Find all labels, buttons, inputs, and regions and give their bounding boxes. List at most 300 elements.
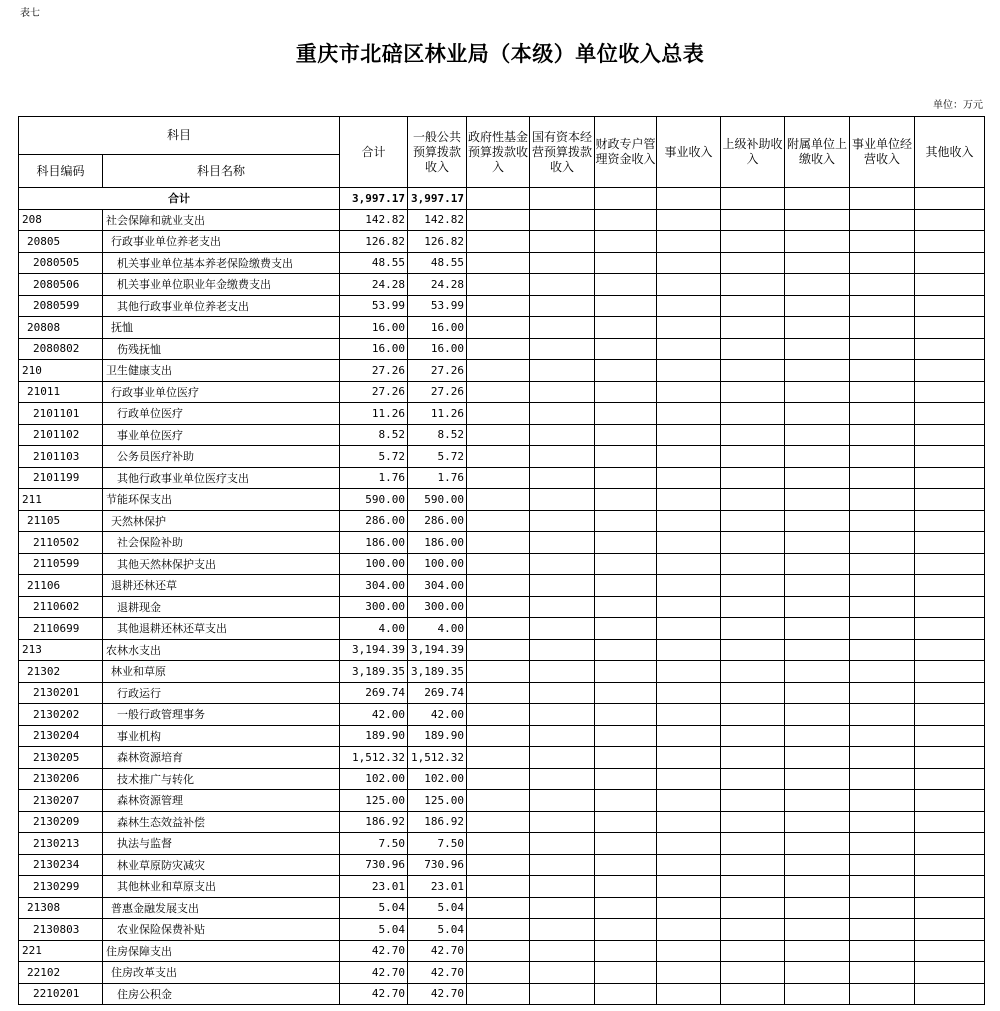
subject-code-cell: 2130202 <box>19 704 103 726</box>
empty-cell <box>467 725 530 747</box>
subject-code-cell: 2080599 <box>19 295 103 317</box>
empty-cell <box>595 295 657 317</box>
empty-cell <box>467 274 530 296</box>
header-total: 合计 <box>340 117 408 188</box>
subject-code-cell: 21106 <box>19 575 103 597</box>
table-row <box>19 876 985 898</box>
empty-cell <box>595 790 657 812</box>
empty-cell <box>657 790 721 812</box>
empty-cell <box>530 768 595 790</box>
empty-cell <box>595 639 657 661</box>
empty-cell <box>595 983 657 1005</box>
empty-cell <box>915 231 985 253</box>
empty-cell <box>657 510 721 532</box>
table-row <box>19 768 985 790</box>
subject-code-cell: 21308 <box>19 897 103 919</box>
empty-cell <box>785 446 850 468</box>
total-cell: 3,194.39 <box>340 639 408 661</box>
subject-name-cell: 住房公积金 <box>103 983 340 1005</box>
empty-cell <box>467 317 530 339</box>
empty-cell <box>595 854 657 876</box>
empty-cell <box>850 188 915 210</box>
empty-cell <box>850 274 915 296</box>
empty-cell <box>530 833 595 855</box>
empty-cell <box>657 381 721 403</box>
empty-cell <box>595 747 657 769</box>
empty-cell <box>595 338 657 360</box>
empty-cell <box>530 747 595 769</box>
empty-cell <box>657 854 721 876</box>
empty-cell <box>657 231 721 253</box>
general-budget-cell: 5.04 <box>408 897 467 919</box>
empty-cell <box>850 618 915 640</box>
empty-cell <box>785 854 850 876</box>
subject-code-cell: 2130201 <box>19 682 103 704</box>
empty-cell <box>785 360 850 382</box>
empty-cell <box>467 876 530 898</box>
table-row <box>19 639 985 661</box>
header-general-budget: 一般公共预算拨款收入 <box>408 117 467 188</box>
subject-code-cell: 2210201 <box>19 983 103 1005</box>
empty-cell <box>850 295 915 317</box>
table-row <box>19 940 985 962</box>
subject-name-cell: 其他行政事业单位养老支出 <box>103 295 340 317</box>
subject-name-cell: 技术推广与转化 <box>103 768 340 790</box>
empty-cell <box>850 252 915 274</box>
total-cell: 24.28 <box>340 274 408 296</box>
empty-cell <box>785 403 850 425</box>
empty-cell <box>530 811 595 833</box>
empty-cell <box>785 553 850 575</box>
subject-name-cell: 事业机构 <box>103 725 340 747</box>
table-row <box>19 790 985 812</box>
empty-cell <box>721 704 785 726</box>
empty-cell <box>850 940 915 962</box>
empty-cell <box>721 682 785 704</box>
empty-cell <box>721 510 785 532</box>
header-subject-name: 科目名称 <box>103 155 340 188</box>
empty-cell <box>530 919 595 941</box>
table-row <box>19 467 985 489</box>
empty-cell <box>721 274 785 296</box>
income-summary-table <box>18 116 985 1005</box>
empty-cell <box>850 854 915 876</box>
table-row <box>19 833 985 855</box>
empty-cell <box>595 317 657 339</box>
total-cell: 186.92 <box>340 811 408 833</box>
general-budget-cell: 42.70 <box>408 940 467 962</box>
empty-cell <box>785 639 850 661</box>
empty-cell <box>915 446 985 468</box>
empty-cell <box>657 424 721 446</box>
general-budget-cell: 300.00 <box>408 596 467 618</box>
table-row <box>19 317 985 339</box>
empty-cell <box>850 983 915 1005</box>
total-cell: 102.00 <box>340 768 408 790</box>
empty-cell <box>850 553 915 575</box>
table-row <box>19 596 985 618</box>
empty-cell <box>721 983 785 1005</box>
total-cell: 16.00 <box>340 338 408 360</box>
general-budget-cell: 16.00 <box>408 317 467 339</box>
subject-name-cell: 林业草原防灾减灾 <box>103 854 340 876</box>
empty-cell <box>785 725 850 747</box>
empty-cell <box>530 553 595 575</box>
total-cell: 5.04 <box>340 897 408 919</box>
empty-cell <box>530 962 595 984</box>
empty-cell <box>785 833 850 855</box>
empty-cell <box>530 618 595 640</box>
header-subject-code: 科目编码 <box>19 155 103 188</box>
empty-cell <box>850 704 915 726</box>
total-cell: 186.00 <box>340 532 408 554</box>
subject-code-cell: 2101103 <box>19 446 103 468</box>
empty-cell <box>721 209 785 231</box>
empty-cell <box>467 532 530 554</box>
header-superior-subsidy: 上级补助收入 <box>721 117 785 188</box>
table-row <box>19 381 985 403</box>
empty-cell <box>850 467 915 489</box>
subject-code-cell: 21302 <box>19 661 103 683</box>
empty-cell <box>530 252 595 274</box>
empty-cell <box>721 446 785 468</box>
empty-cell <box>785 188 850 210</box>
empty-cell <box>657 876 721 898</box>
empty-cell <box>785 489 850 511</box>
total-cell: 27.26 <box>340 381 408 403</box>
empty-cell <box>721 940 785 962</box>
subject-name-cell: 机关事业单位职业年金缴费支出 <box>103 274 340 296</box>
empty-cell <box>785 790 850 812</box>
total-cell: 53.99 <box>340 295 408 317</box>
empty-cell <box>467 252 530 274</box>
subject-name-cell: 普惠金融发展支出 <box>103 897 340 919</box>
empty-cell <box>467 790 530 812</box>
empty-cell <box>785 704 850 726</box>
empty-cell <box>915 510 985 532</box>
empty-cell <box>467 231 530 253</box>
empty-cell <box>467 489 530 511</box>
empty-cell <box>657 553 721 575</box>
subject-code-cell: 2110502 <box>19 532 103 554</box>
empty-cell <box>530 510 595 532</box>
empty-cell <box>467 510 530 532</box>
empty-cell <box>915 704 985 726</box>
empty-cell <box>530 231 595 253</box>
empty-cell <box>595 618 657 640</box>
empty-cell <box>915 188 985 210</box>
subject-name-cell: 森林生态效益补偿 <box>103 811 340 833</box>
empty-cell <box>595 274 657 296</box>
empty-cell <box>595 897 657 919</box>
empty-cell <box>785 919 850 941</box>
empty-cell <box>657 274 721 296</box>
header-state-asset: 国有资本经营预算拨款收入 <box>530 117 595 188</box>
empty-cell <box>850 338 915 360</box>
empty-cell <box>850 209 915 231</box>
empty-cell <box>721 919 785 941</box>
empty-cell <box>850 446 915 468</box>
empty-cell <box>467 940 530 962</box>
empty-cell <box>785 295 850 317</box>
empty-cell <box>657 983 721 1005</box>
empty-cell <box>785 940 850 962</box>
empty-cell <box>915 403 985 425</box>
empty-cell <box>915 919 985 941</box>
total-cell: 7.50 <box>340 833 408 855</box>
empty-cell <box>785 962 850 984</box>
empty-cell <box>915 962 985 984</box>
subject-code-cell: 22102 <box>19 962 103 984</box>
empty-cell <box>657 338 721 360</box>
total-cell: 730.96 <box>340 854 408 876</box>
empty-cell <box>915 553 985 575</box>
empty-cell <box>915 295 985 317</box>
general-budget-cell: 5.72 <box>408 446 467 468</box>
subject-name-cell: 执法与监督 <box>103 833 340 855</box>
empty-cell <box>721 725 785 747</box>
page-title: 重庆市北碚区林业局（本级）单位收入总表 <box>295 41 705 66</box>
general-budget-cell: 4.00 <box>408 618 467 640</box>
general-budget-cell: 23.01 <box>408 876 467 898</box>
general-budget-cell: 42.70 <box>408 962 467 984</box>
empty-cell <box>657 295 721 317</box>
subject-name-cell: 农林水支出 <box>103 639 340 661</box>
empty-cell <box>915 811 985 833</box>
empty-cell <box>785 575 850 597</box>
empty-cell <box>530 876 595 898</box>
general-budget-cell: 3,194.39 <box>408 639 467 661</box>
general-budget-cell: 27.26 <box>408 381 467 403</box>
empty-cell <box>850 639 915 661</box>
subject-code-cell: 2130213 <box>19 833 103 855</box>
general-budget-cell: 269.74 <box>408 682 467 704</box>
table-row <box>19 360 985 382</box>
total-cell: 8.52 <box>340 424 408 446</box>
general-budget-cell: 1.76 <box>408 467 467 489</box>
empty-cell <box>721 424 785 446</box>
table-row <box>19 424 985 446</box>
empty-cell <box>595 876 657 898</box>
empty-cell <box>915 790 985 812</box>
empty-cell <box>657 897 721 919</box>
empty-cell <box>721 338 785 360</box>
empty-cell <box>850 360 915 382</box>
header-special-account: 财政专户管理资金收入 <box>595 117 657 188</box>
subject-code-cell: 2130206 <box>19 768 103 790</box>
empty-cell <box>530 897 595 919</box>
empty-cell <box>785 209 850 231</box>
empty-cell <box>785 252 850 274</box>
empty-cell <box>785 983 850 1005</box>
subject-code-cell: 211 <box>19 489 103 511</box>
table-row <box>19 725 985 747</box>
empty-cell <box>721 768 785 790</box>
total-cell: 1.76 <box>340 467 408 489</box>
empty-cell <box>657 811 721 833</box>
total-cell: 4.00 <box>340 618 408 640</box>
empty-cell <box>657 682 721 704</box>
general-budget-cell: 7.50 <box>408 833 467 855</box>
table-row <box>19 209 985 231</box>
table-row <box>19 274 985 296</box>
empty-cell <box>785 618 850 640</box>
empty-cell <box>721 833 785 855</box>
total-cell: 142.82 <box>340 209 408 231</box>
empty-cell <box>721 897 785 919</box>
subject-name-cell: 其他林业和草原支出 <box>103 876 340 898</box>
empty-cell <box>530 188 595 210</box>
empty-cell <box>467 381 530 403</box>
empty-cell <box>595 489 657 511</box>
total-cell: 286.00 <box>340 510 408 532</box>
empty-cell <box>657 833 721 855</box>
empty-cell <box>657 639 721 661</box>
general-budget-cell: 125.00 <box>408 790 467 812</box>
subject-name-cell: 林业和草原 <box>103 661 340 683</box>
empty-cell <box>530 940 595 962</box>
empty-cell <box>595 403 657 425</box>
general-budget-cell: 48.55 <box>408 252 467 274</box>
empty-cell <box>595 811 657 833</box>
subject-code-cell: 2101199 <box>19 467 103 489</box>
total-general: 3,997.17 <box>408 188 467 210</box>
empty-cell <box>467 618 530 640</box>
subject-name-cell: 行政单位医疗 <box>103 403 340 425</box>
empty-cell <box>530 704 595 726</box>
empty-cell <box>595 209 657 231</box>
total-amount: 3,997.17 <box>340 188 408 210</box>
empty-cell <box>785 338 850 360</box>
empty-cell <box>721 639 785 661</box>
subject-name-cell: 伤残抚恤 <box>103 338 340 360</box>
empty-cell <box>721 876 785 898</box>
table-row <box>19 704 985 726</box>
empty-cell <box>530 338 595 360</box>
empty-cell <box>595 575 657 597</box>
empty-cell <box>721 467 785 489</box>
subject-code-cell: 20808 <box>19 317 103 339</box>
empty-cell <box>785 661 850 683</box>
subject-code-cell: 2130209 <box>19 811 103 833</box>
subject-name-cell: 退耕还林还草 <box>103 575 340 597</box>
empty-cell <box>595 919 657 941</box>
empty-cell <box>595 446 657 468</box>
empty-cell <box>850 489 915 511</box>
empty-cell <box>915 747 985 769</box>
subject-code-cell: 2130803 <box>19 919 103 941</box>
empty-cell <box>595 661 657 683</box>
empty-cell <box>915 983 985 1005</box>
empty-cell <box>530 467 595 489</box>
empty-cell <box>467 467 530 489</box>
empty-cell <box>657 252 721 274</box>
total-cell: 48.55 <box>340 252 408 274</box>
empty-cell <box>595 682 657 704</box>
total-cell: 269.74 <box>340 682 408 704</box>
total-cell: 3,189.35 <box>340 661 408 683</box>
empty-cell <box>915 317 985 339</box>
empty-cell <box>721 553 785 575</box>
total-cell: 16.00 <box>340 317 408 339</box>
subject-code-cell: 21105 <box>19 510 103 532</box>
empty-cell <box>467 854 530 876</box>
empty-cell <box>915 940 985 962</box>
header-business-income: 事业收入 <box>657 117 721 188</box>
empty-cell <box>657 209 721 231</box>
empty-cell <box>721 403 785 425</box>
empty-cell <box>467 962 530 984</box>
empty-cell <box>850 510 915 532</box>
empty-cell <box>657 940 721 962</box>
table-row <box>19 919 985 941</box>
empty-cell <box>657 188 721 210</box>
total-cell: 42.00 <box>340 704 408 726</box>
empty-cell <box>657 661 721 683</box>
subject-code-cell: 208 <box>19 209 103 231</box>
subject-code-cell: 2080802 <box>19 338 103 360</box>
empty-cell <box>657 467 721 489</box>
empty-cell <box>595 532 657 554</box>
empty-cell <box>721 661 785 683</box>
empty-cell <box>915 618 985 640</box>
table-row <box>19 532 985 554</box>
empty-cell <box>785 897 850 919</box>
empty-cell <box>657 489 721 511</box>
empty-cell <box>915 575 985 597</box>
table-row <box>19 983 985 1005</box>
total-cell: 27.26 <box>340 360 408 382</box>
subject-code-cell: 2101102 <box>19 424 103 446</box>
subject-name-cell: 社会保障和就业支出 <box>103 209 340 231</box>
empty-cell <box>785 424 850 446</box>
table-row <box>19 661 985 683</box>
subject-code-cell: 2130207 <box>19 790 103 812</box>
empty-cell <box>595 188 657 210</box>
table-row <box>19 897 985 919</box>
empty-cell <box>850 811 915 833</box>
empty-cell <box>721 360 785 382</box>
general-budget-cell: 304.00 <box>408 575 467 597</box>
empty-cell <box>785 876 850 898</box>
empty-cell <box>785 231 850 253</box>
subject-name-cell: 退耕现金 <box>103 596 340 618</box>
table-row <box>19 962 985 984</box>
general-budget-cell: 100.00 <box>408 553 467 575</box>
empty-cell <box>850 833 915 855</box>
general-budget-cell: 189.90 <box>408 725 467 747</box>
empty-cell <box>530 596 595 618</box>
empty-cell <box>850 747 915 769</box>
subject-code-cell: 2130204 <box>19 725 103 747</box>
general-budget-cell: 42.00 <box>408 704 467 726</box>
general-budget-cell: 53.99 <box>408 295 467 317</box>
empty-cell <box>530 489 595 511</box>
empty-cell <box>850 424 915 446</box>
total-cell: 100.00 <box>340 553 408 575</box>
empty-cell <box>467 747 530 769</box>
empty-cell <box>721 317 785 339</box>
header-gov-fund: 政府性基金预算拨款收入 <box>467 117 530 188</box>
empty-cell <box>595 833 657 855</box>
empty-cell <box>721 962 785 984</box>
empty-cell <box>467 596 530 618</box>
empty-cell <box>721 188 785 210</box>
empty-cell <box>530 725 595 747</box>
total-cell: 125.00 <box>340 790 408 812</box>
subject-code-cell: 21011 <box>19 381 103 403</box>
general-budget-cell: 102.00 <box>408 768 467 790</box>
